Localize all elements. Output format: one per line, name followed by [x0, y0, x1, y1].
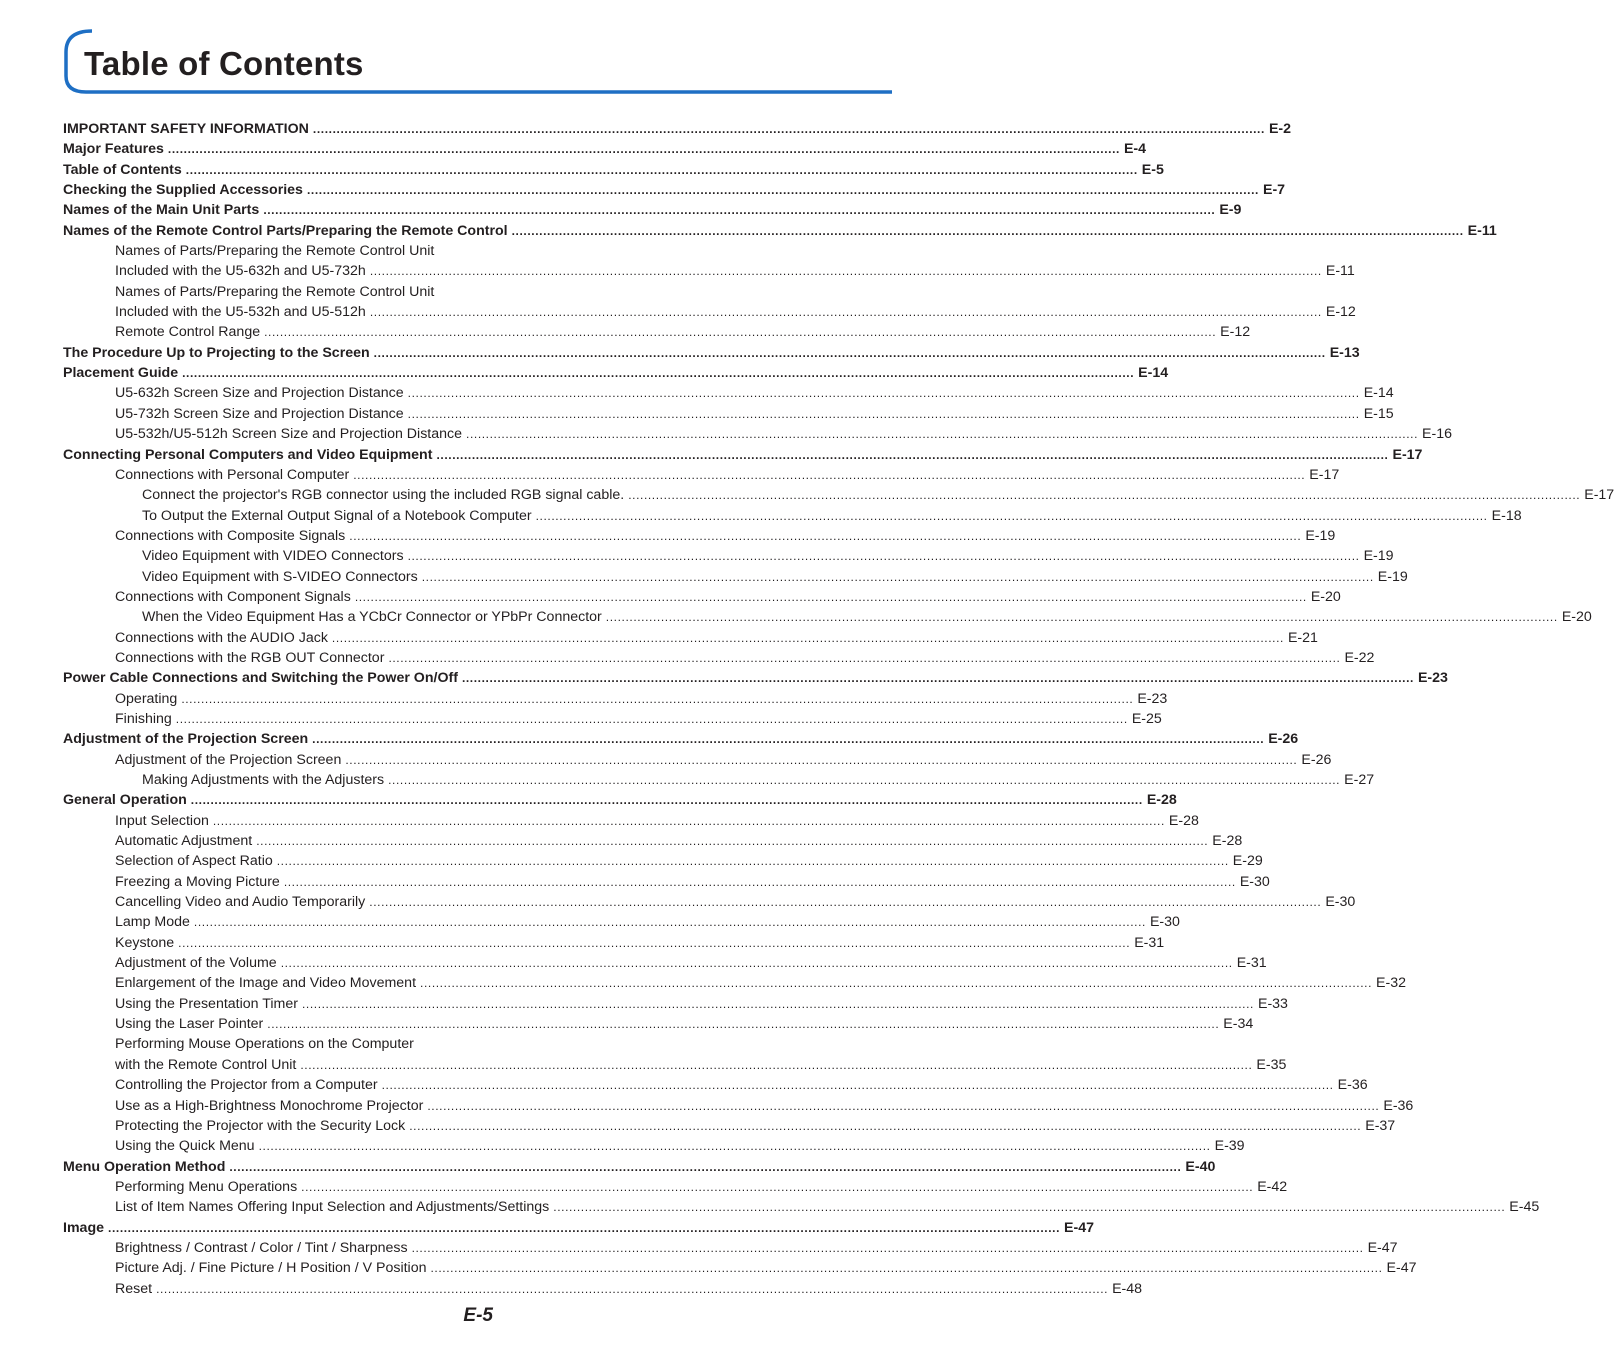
toc-entry[interactable] [63, 160, 1164, 180]
toc-entry-page: E-9 [1219, 202, 1242, 219]
toc-entry-page: E-21 [1287, 629, 1318, 646]
toc-entry-page: E-45 [1509, 1199, 1540, 1216]
toc-entry[interactable] [63, 912, 1180, 932]
dot-leader [382, 1075, 1334, 1095]
dot-leader [408, 383, 1360, 403]
toc-entry-page: E-47 [1386, 1260, 1417, 1277]
dot-leader [191, 790, 1143, 810]
dot-leader [374, 343, 1326, 363]
toc-entry-page: E-17 [1584, 487, 1614, 504]
toc-entry-page: E-5 [1141, 161, 1164, 178]
toc-entry-page: E-42 [1257, 1178, 1288, 1195]
toc-entry[interactable] [63, 729, 1299, 749]
toc-entry-page: E-32 [1376, 975, 1407, 992]
toc-entry[interactable] [63, 1238, 1398, 1258]
dot-leader [301, 1177, 1253, 1197]
toc-entry-title: Using the Presentation Timer [115, 995, 298, 1012]
toc-entry-title: Connecting Personal Computers and Video Equipment [63, 446, 433, 463]
toc-entry-page: E-40 [1185, 1158, 1216, 1175]
toc-entry-title: Operating [115, 690, 178, 707]
toc-entry-title: Major Features [63, 141, 164, 158]
dot-leader [427, 1096, 1379, 1116]
toc-entry[interactable] [63, 892, 1356, 912]
toc-entry[interactable] [63, 363, 1169, 383]
toc-entry-page: E-37 [1365, 1117, 1396, 1134]
dot-leader [606, 607, 1558, 627]
toc-entry-title: Freezing a Moving Picture [115, 873, 280, 890]
toc-entry-title: Connect the projector's RGB connector using the included RGB signal cable. [142, 487, 625, 504]
toc-entry-page: E-33 [1257, 995, 1288, 1012]
toc-entry[interactable] [63, 811, 1199, 831]
dot-leader [263, 200, 1215, 220]
dot-leader [388, 770, 1340, 790]
dot-leader [422, 567, 1374, 587]
toc-entry-title: Included with the U5-532h and U5-512h [115, 304, 366, 321]
toc-entry-title: Connections with Personal Computer [115, 466, 350, 483]
toc-entry-title: Keystone [115, 934, 175, 951]
toc-entry-title: Power Cable Connections and Switching the Power On/Off [63, 670, 458, 687]
toc-entry-title: When the Video Equipment Has a YCbCr Connector or YPbPr Connector [142, 609, 602, 626]
toc-entry-title: Image [63, 1219, 105, 1236]
toc-entry-title: Finishing [115, 710, 172, 727]
toc-entry-title: Using the Laser Pointer [115, 1016, 264, 1033]
dot-leader [370, 261, 1322, 281]
toc-entry[interactable] [63, 506, 1522, 526]
toc-entry-page: E-26 [1301, 751, 1332, 768]
toc-entry[interactable] [63, 261, 1355, 281]
page-number: E-5 [463, 1305, 493, 1326]
toc-entry-page: E-20 [1310, 588, 1341, 605]
toc-entry-page: E-25 [1131, 710, 1162, 727]
toc-entry-page: E-12 [1325, 304, 1356, 321]
dot-leader [178, 933, 1130, 953]
toc-entry[interactable] [63, 221, 1497, 241]
dot-leader [181, 689, 1133, 709]
toc-entry-page: E-28 [1168, 812, 1199, 829]
dot-leader [536, 506, 1488, 526]
toc-entry[interactable] [63, 770, 1375, 790]
dot-leader [420, 973, 1372, 993]
toc-entry-title: Performing Mouse Operations on the Computer [115, 1036, 414, 1053]
dot-leader [408, 546, 1360, 566]
dot-leader [307, 180, 1259, 200]
toc-entry[interactable] [63, 953, 1267, 973]
dot-leader [408, 404, 1360, 424]
dot-leader [436, 445, 1388, 465]
toc-entry-page: E-47 [1367, 1239, 1398, 1256]
dot-leader [388, 648, 1340, 668]
toc-entry[interactable] [63, 546, 1394, 566]
toc-entry-title: IMPORTANT SAFETY INFORMATION [63, 121, 309, 137]
toc-entry-title: U5-732h Screen Size and Projection Distance [115, 405, 404, 422]
toc-entry-title: Remote Control Range [115, 324, 261, 341]
toc-entry-page: E-17 [1309, 466, 1340, 483]
toc-entry-page: E-30 [1149, 914, 1180, 931]
toc-entry[interactable] [63, 1157, 1216, 1177]
toc-entry-title: Making Adjustments with the Adjusters [142, 772, 385, 788]
toc-entry-page: E-28 [1146, 792, 1177, 809]
toc-entry-title: List of Item Names Offering Input Selection and Adjustments/Settings [115, 1199, 550, 1216]
toc-entry[interactable] [63, 1096, 1414, 1116]
toc-entry[interactable] [63, 139, 1147, 159]
toc-entry-page: E-20 [1561, 609, 1592, 626]
toc-entry-title: Names of Parts/Preparing the Remote Control Unit [115, 283, 435, 300]
toc-entry[interactable] [63, 750, 1332, 770]
toc-entry[interactable] [63, 1116, 1396, 1136]
dot-leader [176, 709, 1128, 729]
toc-entry[interactable] [63, 322, 1251, 342]
toc-entry[interactable] [63, 383, 1394, 403]
dot-leader [300, 1055, 1252, 1075]
toc-entry[interactable] [63, 1136, 1245, 1156]
toc-entry-page: E-23 [1137, 690, 1168, 707]
toc-entry[interactable] [63, 994, 1288, 1014]
toc-entry[interactable] [63, 587, 1341, 607]
dot-leader [186, 160, 1138, 180]
toc-entry[interactable] [63, 465, 1340, 485]
toc-entry-page: E-31 [1134, 934, 1165, 951]
toc-entry-page: E-29 [1232, 853, 1263, 870]
dot-leader [284, 872, 1236, 892]
dot-leader [355, 587, 1307, 607]
toc-entry-page: E-15 [1363, 405, 1394, 422]
toc-entry[interactable] [63, 302, 1356, 322]
toc-entry-title: U5-632h Screen Size and Projection Distance [115, 385, 404, 402]
toc-entry[interactable] [63, 404, 1394, 424]
toc-entry-title: U5-532h/U5-512h Screen Size and Projection Distance [115, 426, 463, 443]
toc-entry[interactable] [63, 200, 1242, 220]
toc-entry[interactable] [63, 1034, 691, 1054]
toc-entry-title: Use as a High-Brightness Monochrome Projector [115, 1097, 424, 1114]
toc-entry-title: Video Equipment with S-VIDEO Connectors [142, 568, 418, 585]
toc-entry[interactable] [63, 119, 1292, 139]
toc-entry[interactable] [63, 241, 691, 261]
dot-leader [108, 1218, 1060, 1238]
dot-leader [512, 221, 1464, 241]
toc-entry-page: E-30 [1239, 873, 1270, 890]
toc-entry-page: E-48 [1112, 1280, 1143, 1297]
toc-entry-title: Reset [115, 1280, 153, 1297]
toc-entry[interactable] [63, 628, 1318, 648]
toc-entry-title: The Procedure Up to Projecting to the Screen [63, 344, 370, 361]
toc-entry[interactable] [63, 1177, 1288, 1197]
toc-entry-page: E-19 [1363, 548, 1394, 565]
toc-entry-title: Protecting the Projector with the Security Lock [115, 1117, 406, 1134]
toc-entry-title: Placement Guide [63, 365, 179, 382]
toc-entry-title: Checking the Supplied Accessories [63, 182, 303, 199]
toc-entry-title: Names of Parts/Preparing the Remote Control Unit [115, 243, 435, 260]
toc-entry-title: Performing Menu Operations [115, 1178, 298, 1195]
toc-entry-title: Menu Operation Method [63, 1158, 226, 1175]
dot-leader [229, 1157, 1181, 1177]
toc-entry-title: Connections with Component Signals [115, 588, 351, 605]
toc-entry-title: Controlling the Projector from a Computer [115, 1077, 378, 1094]
dot-leader [409, 1116, 1361, 1136]
toc-entry-page: E-22 [1344, 649, 1375, 666]
toc-entry[interactable] [63, 668, 1448, 688]
toc-entry[interactable] [63, 689, 1168, 709]
toc-entry-page: E-11 [1467, 222, 1497, 239]
dot-leader [345, 750, 1297, 770]
dot-leader [168, 139, 1120, 159]
toc-entry-page: E-27 [1344, 772, 1375, 788]
toc-entry-title: Adjustment of the Projection Screen [63, 731, 309, 748]
toc-entry-title: Table of Contents [63, 161, 182, 178]
toc-entry-title: Connections with the RGB OUT Connector [115, 649, 385, 666]
dot-leader [267, 1014, 1219, 1034]
toc-entry-page: E-26 [1268, 731, 1299, 748]
toc-entry[interactable] [63, 933, 1165, 953]
toc-entry[interactable] [63, 424, 1453, 444]
toc-entry-title: Picture Adj. / Fine Picture / H Position / V Position [115, 1260, 427, 1277]
toc-entry[interactable] [63, 1055, 1287, 1075]
toc-entry-page: E-19 [1305, 527, 1336, 544]
toc-entry-page: E-19 [1377, 568, 1408, 585]
dot-leader [182, 363, 1134, 383]
dot-leader [259, 1136, 1211, 1156]
toc-entry[interactable] [63, 282, 691, 302]
dot-leader [462, 668, 1414, 688]
dot-leader [281, 953, 1233, 973]
toc-entry-page: E-39 [1214, 1138, 1245, 1155]
toc-entry-title: Names of the Remote Control Parts/Preparing the Remote Control [63, 222, 508, 239]
toc-entry-page: E-17 [1392, 446, 1423, 463]
dot-leader [349, 526, 1301, 546]
toc-entry-page: E-18 [1491, 507, 1522, 524]
toc-entry-title: Enlargement of the Image and Video Movement [115, 975, 417, 992]
dot-leader [313, 119, 1265, 139]
toc-entry-page: E-7 [1262, 182, 1286, 199]
toc-entry-page: E-14 [1363, 385, 1394, 402]
toc-entry-title: Adjustment of the Volume [115, 955, 277, 972]
toc-entry-page: E-13 [1329, 344, 1360, 361]
dot-leader [466, 424, 1418, 444]
toc-entry-title: Input Selection [115, 812, 209, 829]
toc-entry-page: E-30 [1325, 894, 1356, 911]
dot-leader [628, 485, 1580, 505]
toc-entry-page: E-36 [1383, 1097, 1414, 1114]
toc-entry-page: E-47 [1064, 1219, 1095, 1236]
toc-entry[interactable] [63, 445, 1423, 465]
toc-entry[interactable] [63, 831, 1243, 851]
toc-entry-page: E-4 [1123, 141, 1147, 158]
toc-entry-title: with the Remote Control Unit [115, 1056, 297, 1073]
dot-leader [213, 811, 1165, 831]
dot-leader [302, 994, 1254, 1014]
toc-entry-page: E-28 [1212, 833, 1243, 850]
toc-entry-page: E-12 [1220, 324, 1251, 341]
toc-entry-page: E-16 [1422, 426, 1453, 443]
dot-leader [412, 1238, 1364, 1258]
toc-entry-page: E-35 [1256, 1056, 1287, 1073]
toc-entry-title: Lamp Mode [115, 914, 190, 931]
toc-entry[interactable] [63, 1258, 1417, 1278]
dot-leader [353, 465, 1305, 485]
toc-entry-title: Brightness / Contrast / Color / Tint / Sharpness [115, 1239, 408, 1256]
toc-entry-page: E-31 [1236, 955, 1267, 972]
toc-entry[interactable] [63, 485, 1614, 505]
toc-entry[interactable] [63, 343, 1360, 363]
toc-entry-title: Names of the Main Unit Parts [63, 202, 260, 219]
page-header [0, 0, 954, 100]
dot-leader [332, 628, 1284, 648]
toc-entry[interactable] [63, 851, 1263, 871]
dot-leader [194, 912, 1146, 932]
dot-leader [264, 322, 1216, 342]
dot-leader [369, 892, 1321, 912]
toc-entry[interactable] [63, 1014, 1254, 1034]
toc-entry-title: Automatic Adjustment [115, 833, 253, 850]
toc-entry[interactable] [63, 1218, 1095, 1238]
toc-entry-title: General Operation [63, 792, 187, 809]
dot-leader [256, 831, 1208, 851]
toc-entry-page: E-36 [1337, 1077, 1368, 1094]
toc-entry-title: Cancelling Video and Audio Temporarily [115, 894, 366, 911]
toc-entry-title: Adjustment of the Projection Screen [115, 751, 342, 768]
toc-entry[interactable] [63, 1197, 1540, 1217]
toc-entry[interactable] [63, 567, 1408, 587]
toc-entry-page: E-23 [1417, 670, 1448, 687]
toc-entry[interactable] [63, 1279, 1143, 1299]
toc-entry-title: Connections with Composite Signals [115, 527, 346, 544]
page-title: Table of Contents [84, 45, 364, 82]
dot-leader [277, 851, 1229, 871]
toc-entry-title: Selection of Aspect Ratio [115, 853, 273, 870]
toc-entry[interactable] [63, 607, 1592, 627]
toc-entry[interactable] [63, 709, 1162, 729]
toc-entry-page: E-11 [1325, 263, 1355, 280]
toc-entry-title: Using the Quick Menu [115, 1138, 255, 1155]
table-of-contents [63, 119, 1614, 1299]
dot-leader [553, 1197, 1505, 1217]
toc-entry-title: Video Equipment with VIDEO Connectors [142, 548, 404, 565]
toc-entry-page: E-14 [1138, 365, 1169, 382]
toc-entry[interactable] [63, 872, 1270, 892]
toc-entry-title: Connections with the AUDIO Jack [115, 629, 328, 646]
toc-entry-title: Included with the U5-632h and U5-732h [115, 263, 366, 280]
dot-leader [370, 302, 1322, 322]
toc-entry[interactable] [63, 973, 1407, 993]
dot-leader [156, 1279, 1108, 1299]
toc-entry-page: E-2 [1268, 121, 1292, 137]
toc-entry[interactable] [63, 1075, 1368, 1095]
toc-entry[interactable] [63, 526, 1336, 546]
toc-entry[interactable] [63, 180, 1286, 200]
toc-entry-title: To Output the External Output Signal of a Notebook Computer [142, 507, 532, 524]
dot-leader [312, 729, 1264, 749]
toc-entry-page: E-34 [1223, 1016, 1254, 1033]
toc-entry[interactable] [63, 648, 1375, 668]
toc-entry[interactable] [63, 790, 1177, 810]
dot-leader [430, 1258, 1382, 1278]
